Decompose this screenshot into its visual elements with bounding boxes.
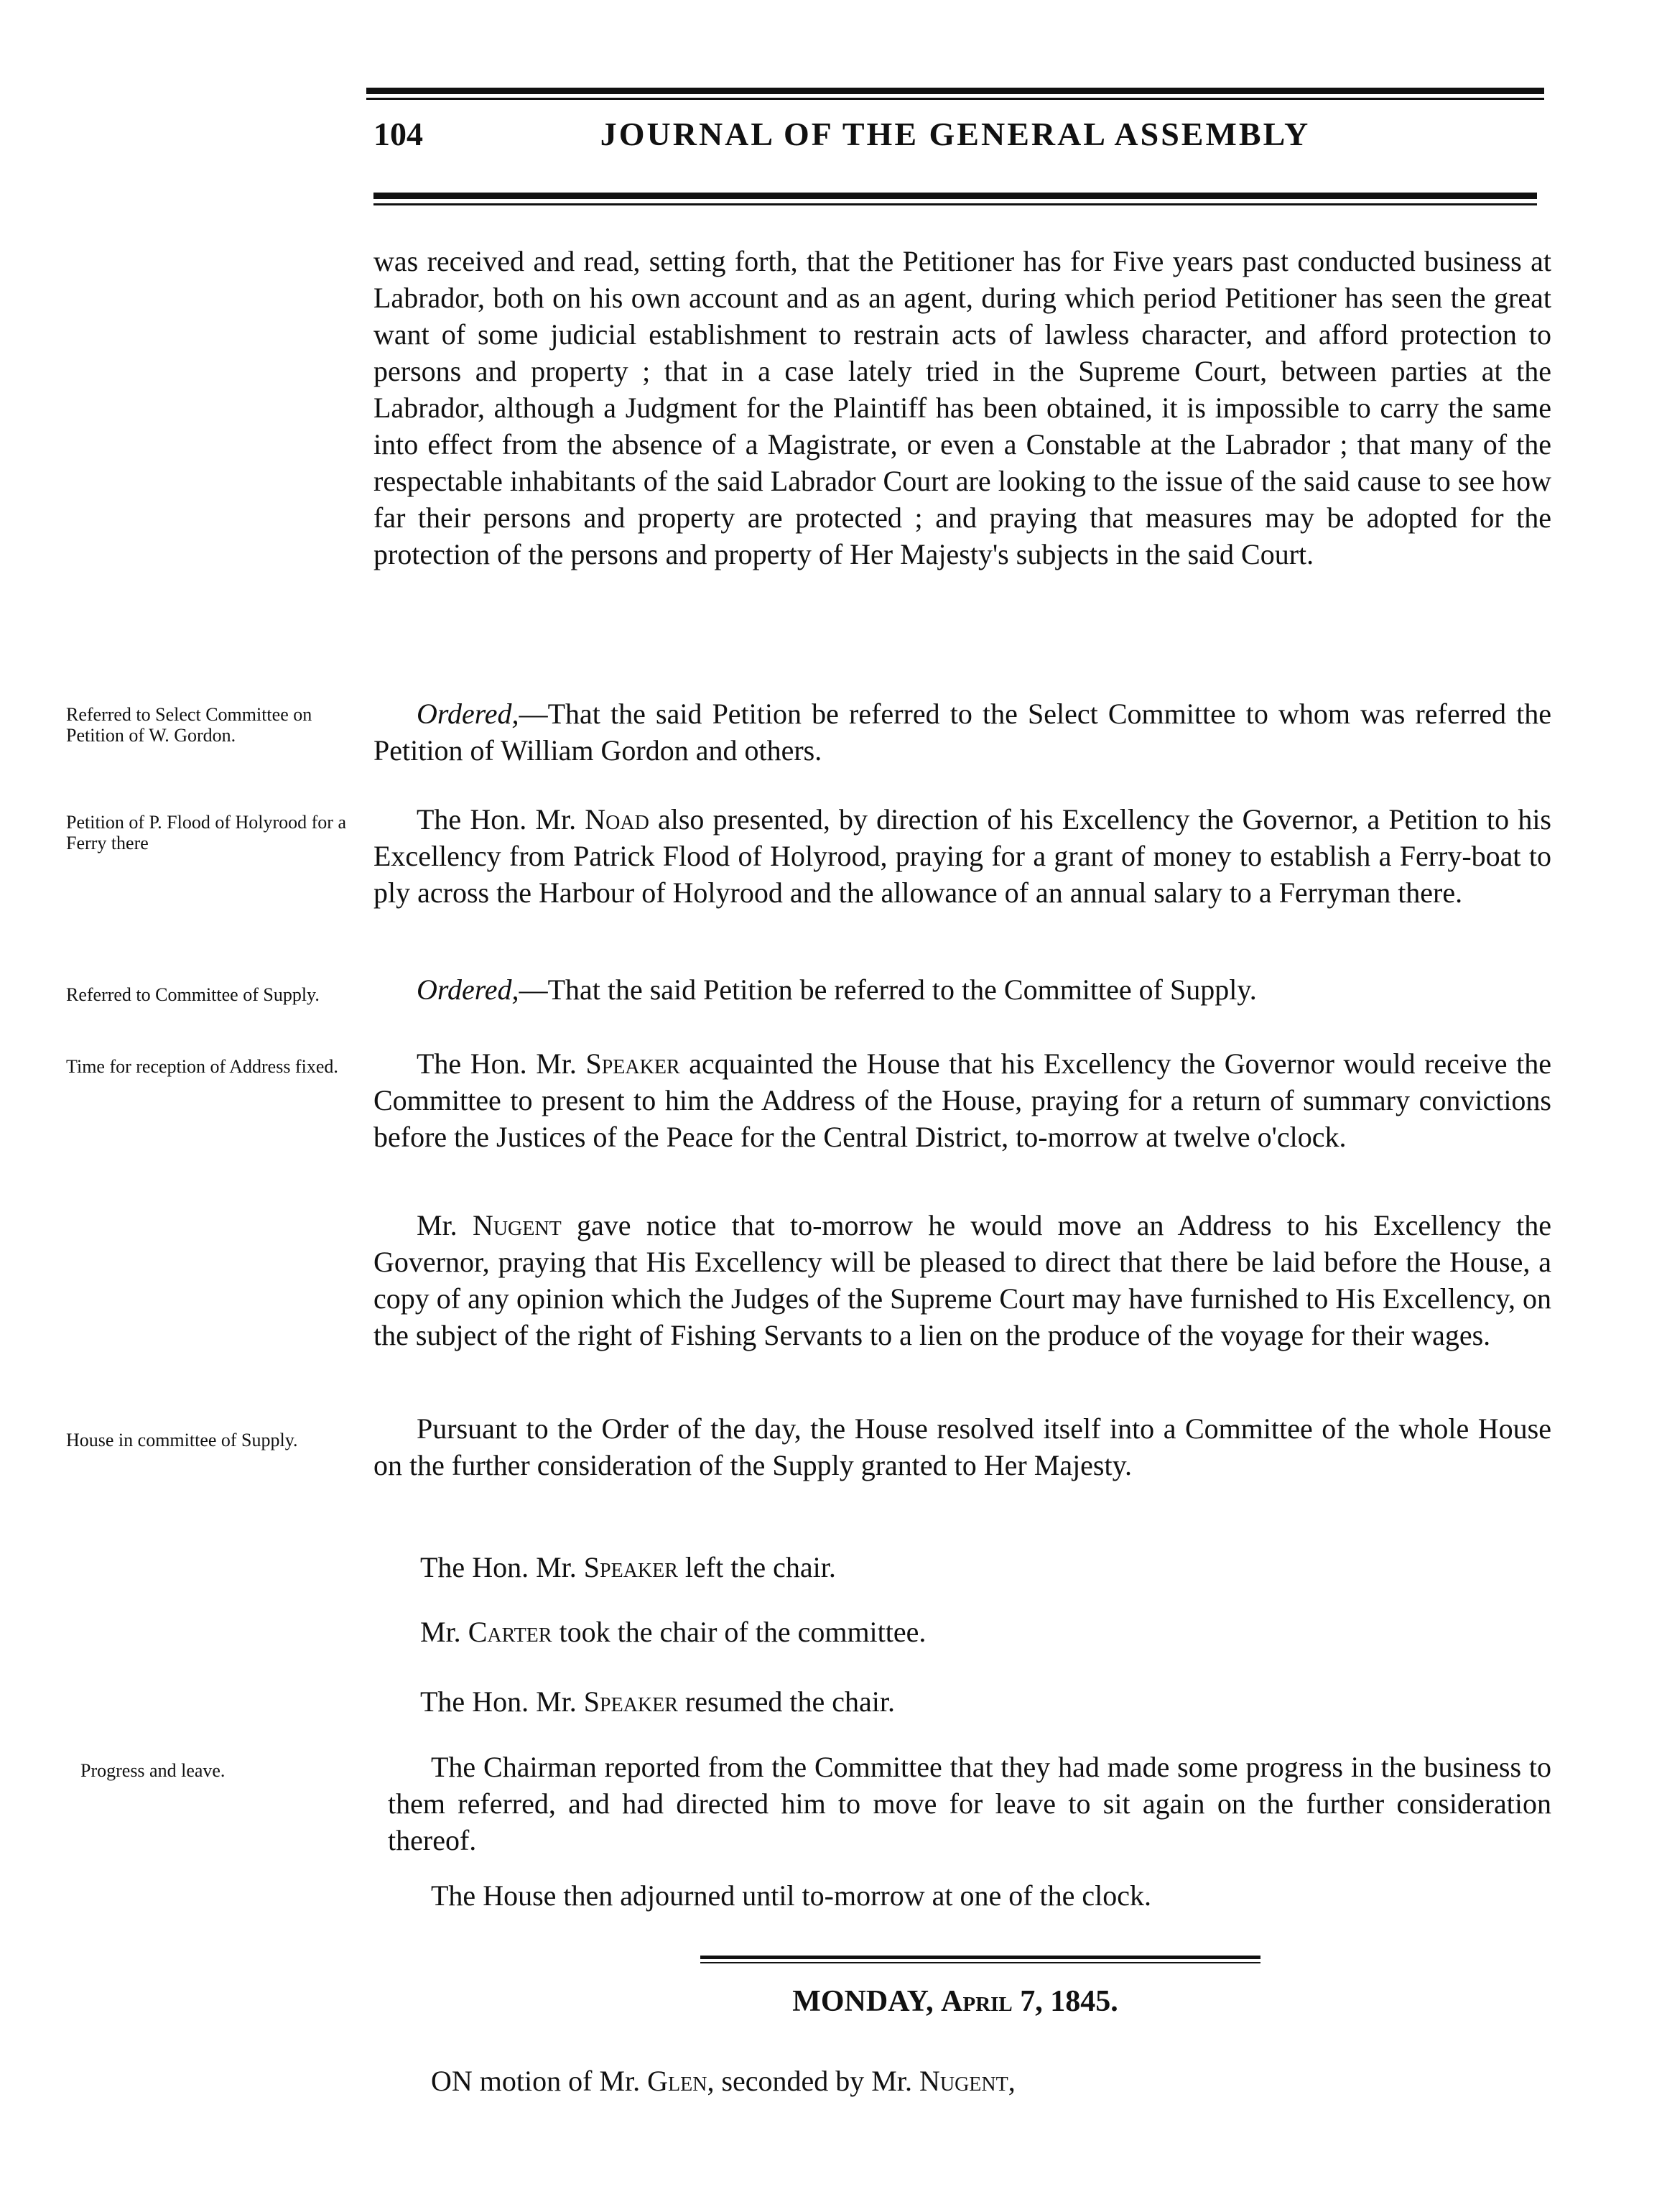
paragraph-text: The Chairman reported from the Committee that they had made some progress in the business to them referred, and had directed him to move for leave to sit again on the further consideration thereof. xyxy=(388,1751,1551,1856)
paragraph-ordered-supply xyxy=(373,971,1551,1008)
member-name: Nugent xyxy=(472,1209,562,1241)
paragraph-text: acquainted the House that his Excellency the Governor would receive the Committee to present to him the Address of the House, praying for a return of summary convictions before the Justices of the Peace for the Central District, to-morrow at twelve o'clock. xyxy=(373,1047,1551,1153)
line-text: left the chair. xyxy=(677,1551,836,1583)
member-name-glen: Glen xyxy=(647,2065,707,2097)
member-name: Speaker xyxy=(585,1047,680,1080)
paragraph-prefix: Mr. xyxy=(417,1209,473,1241)
date-day: MONDAY, xyxy=(792,1985,942,2018)
paragraph-nugent-notice xyxy=(373,1207,1551,1353)
header-rule-top xyxy=(366,88,1544,94)
section-rule-thin xyxy=(700,1962,1260,1963)
line-on-motion xyxy=(431,2064,1016,2098)
line-carter-took-chair xyxy=(420,1615,926,1649)
marginal-note-progress-leave: Progress and leave. xyxy=(80,1760,226,1781)
member-name: Noad xyxy=(585,803,649,836)
paragraph-text: Pursuant to the Order of the day, the House resolved itself into a Committee of the whole House on the further consideration of the Supply granted to Her Majesty. xyxy=(373,1412,1551,1481)
paragraph-noad-petition xyxy=(373,801,1551,911)
page-header xyxy=(373,115,1537,165)
paragraph-ordered-select-committee xyxy=(373,695,1551,769)
paragraph-prefix: The Hon. Mr. xyxy=(417,1047,586,1080)
line-prefix: Mr. xyxy=(420,1616,468,1648)
date-month: April xyxy=(941,1985,1013,2018)
header-rule-top-thin xyxy=(366,98,1544,100)
line-mid: , seconded by Mr. xyxy=(707,2065,919,2097)
header-rule-bottom-thin xyxy=(373,203,1537,205)
marginal-note-petition-flood: Petition of P. Flood of Holyrood for a Ferry there xyxy=(66,812,346,853)
line-text: The House then adjourned until to-morrow at one of the clock. xyxy=(431,1879,1152,1912)
ordered-label: Ordered, xyxy=(417,973,519,1006)
marginal-note-referred-supply: Referred to Committee of Supply. xyxy=(66,984,320,1005)
paragraph-text: gave notice that to-morrow he would move an Address to his Excellency the Governor, praying that His Excellency will be pleased to direct that there be laid before the House, a copy of any opinion which the Judges of the Supreme Court may have furnished to His Excellency, on the subject of the right of Fishing Servants to a lien on the produce of the voyage for their wages. xyxy=(373,1209,1551,1351)
paragraph-petition-body xyxy=(373,243,1551,573)
paragraph-prefix: The Hon. Mr. xyxy=(417,803,585,836)
line-speaker-left-chair xyxy=(420,1550,836,1584)
member-name: Carter xyxy=(468,1616,552,1648)
running-title: JOURNAL OF THE GENERAL ASSEMBLY xyxy=(600,116,1311,152)
member-name: Speaker xyxy=(583,1551,678,1583)
marginal-note-referred-select: Referred to Select Committee on Petition of W. Gordon. xyxy=(66,704,312,746)
line-prefix: ON motion of Mr. xyxy=(431,2065,648,2097)
line-house-adjourned xyxy=(431,1879,1151,1912)
line-text: took the chair of the committee. xyxy=(552,1616,927,1648)
line-speaker-resumed-chair xyxy=(420,1685,895,1718)
date-rest: 7, 1845. xyxy=(1012,1985,1118,2018)
page-number: 104 xyxy=(373,116,423,152)
paragraph-order-of-day xyxy=(373,1410,1551,1484)
paragraph-text: also presented, by direction of his Excellency the Governor, a Petition to his Excellency from Patrick Flood of Holyrood, praying for a grant of money to establish a Ferry-boat to ply across the Harbour of Holyrood and the allowance of an annual salary to a Ferryman there. xyxy=(373,803,1551,909)
paragraph-text: —That the said Petition be referred to the Select Committee to whom was referred the Petition of William Gordon and others. xyxy=(373,698,1551,767)
line-prefix: The Hon. Mr. xyxy=(420,1551,584,1583)
header-rule-bottom xyxy=(373,193,1537,199)
ordered-label: Ordered, xyxy=(417,698,519,730)
marginal-note-time-fixed: Time for reception of Address fixed. xyxy=(66,1056,338,1077)
paragraph-chairman-reported xyxy=(388,1749,1551,1859)
paragraph-text: was received and read, setting forth, that the Petitioner has for Five years past conducted business at Labrador, both on his own account and as an agent, during which period Petitioner has seen the great want of some judicial establishment to restrain acts of lawless character, and afford protection to persons and property ; that in a case lately tried in the Supreme Court, between parties at the Labrador, although a Judgment for the Plaintiff has been obtained, it is impossible to carry the same into effect from the absence of a Magistrate, or even a Constable at the Labrador ; that many of the respectable inhabitants of the said Labrador Court are looking to the issue of the said cause to see how far their persons and property are protected ; and praying that measures may be adopted for the protection of the persons and property of Her Majesty's subjects in the said Court. xyxy=(373,245,1551,570)
member-name: Speaker xyxy=(583,1685,678,1718)
line-end: , xyxy=(1008,2065,1016,2097)
line-text: resumed the chair. xyxy=(677,1685,896,1718)
line-prefix: The Hon. Mr. xyxy=(420,1685,584,1718)
paragraph-speaker-acquainted xyxy=(373,1045,1551,1155)
date-heading xyxy=(373,1984,1537,2019)
section-rule xyxy=(700,1956,1260,1959)
member-name-nugent: Nugent xyxy=(919,2065,1008,2097)
paragraph-text: —That the said Petition be referred to the Committee of Supply. xyxy=(519,973,1257,1006)
marginal-note-house-committee: House in committee of Supply. xyxy=(66,1430,298,1450)
